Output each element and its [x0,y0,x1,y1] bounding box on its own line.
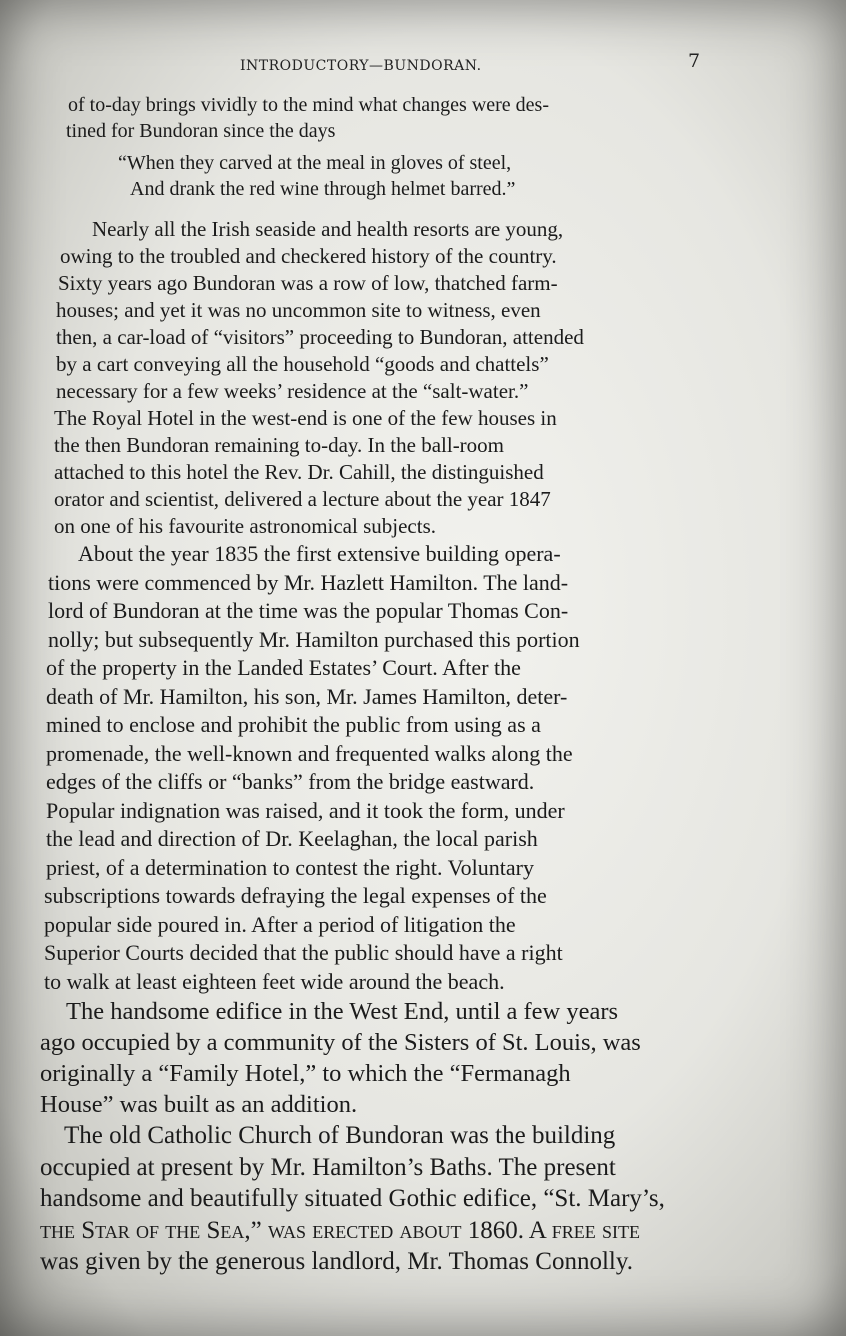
text-line: The old Catholic Church of Bundoran was the building [64,1122,616,1149]
text-line: the lead and direction of Dr. Keelaghan, the local parish [46,826,538,851]
text-line: occupied at present by Mr. Hamilton’s Baths. The present [40,1153,616,1181]
text-line: edges of the cliffs or “banks” from the bridge eastward. [46,769,535,794]
paragraph-west-end [40,996,780,1120]
text-line: Popular indignation was raised, and it took the form, under [46,797,565,823]
text-line: necessary for a few weeks’ residence at the “salt-water.” [56,379,529,403]
text-line: the Star of the Sea,” was erected about 1860. A free site [40,1216,640,1244]
running-head: INTRODUCTORY—BUNDORAN. [240,58,482,74]
text-line: The Royal Hotel in the west-end is one of the few houses in [54,406,557,430]
text-line: The handsome edifice in the West End, until a few years [66,998,619,1025]
text-line: ago occupied by a community of the Sisters of St. Louis, was [40,1029,641,1056]
text-line: tined for Bundoran since the days [66,120,336,142]
text-line: by a cart conveying all the household “goods and chattels” [56,352,549,376]
text-line: Sixty years ago Bundoran was a row of low, thatched farm- [58,271,558,295]
verse-line: “When they carved at the meal in gloves of steel, [118,152,512,174]
page-number: 7 [688,50,701,72]
text-line: owing to the troubled and checkered history of the country. [60,244,557,268]
text-line: orator and scientist, delivered a lecture about the year 1847 [54,487,551,511]
text-line: houses; and yet it was no uncommon site to witness, even [56,298,541,322]
text-line: About the year 1835 the first extensive building opera- [78,541,561,566]
text-line: priest, of a determination to contest the right. Voluntary [46,854,534,880]
paragraph-building [40,540,780,996]
intro-paragraph [40,92,780,144]
text-line: then, a car-load of “visitors” proceeding to Bundoran, attended [56,325,584,349]
body-text [40,92,780,1278]
text-line: House” was built as an addition. [40,1091,358,1118]
verse-line: And drank the red wine through helmet barred.” [130,178,516,200]
text-line: to walk at least eighteen feet wide around the beach. [44,968,505,994]
verse-quote [40,150,780,202]
text-line: Nearly all the Irish seaside and health resorts are young, [92,217,564,241]
text-line: mined to enclose and prohibit the public from using as a [46,712,541,737]
text-line: lord of Bundoran at the time was the popular Thomas Con- [48,598,569,623]
text-line: of the property in the Landed Estates’ Court. After the [46,655,521,680]
paragraph-resorts [40,216,780,540]
text-line: the then Bundoran remaining to-day. In the ball-room [54,433,505,457]
text-line: was given by the generous landlord, Mr. Thomas Connolly. [40,1248,633,1275]
text-line: nolly; but subsequently Mr. Hamilton purchased this portion [48,626,580,652]
paragraph-church [40,1120,780,1278]
text-line: of to-day brings vividly to the mind what changes were des- [68,94,549,116]
text-line: on one of his favourite astronomical subjects. [54,514,436,538]
text-line: originally a “Family Hotel,” to which the “Fermanagh [40,1060,571,1087]
text-line: death of Mr. Hamilton, his son, Mr. James Hamilton, deter- [46,683,568,709]
text-line: handsome and beautifully situated Gothic edifice, “St. Mary’s, [40,1185,665,1212]
text-line: popular side poured in. After a period of litigation the [44,911,516,937]
text-line: subscriptions towards defraying the legal expenses of the [44,883,547,908]
text-line: Superior Courts decided that the public should have a right [44,940,563,965]
text-line: tions were commenced by Mr. Hazlett Hamilton. The land- [48,569,569,595]
text-line: promenade, the well-known and frequented walks along the [46,740,573,766]
page-header [0,50,846,80]
text-line: attached to this hotel the Rev. Dr. Cahill, the distinguished [54,460,544,484]
